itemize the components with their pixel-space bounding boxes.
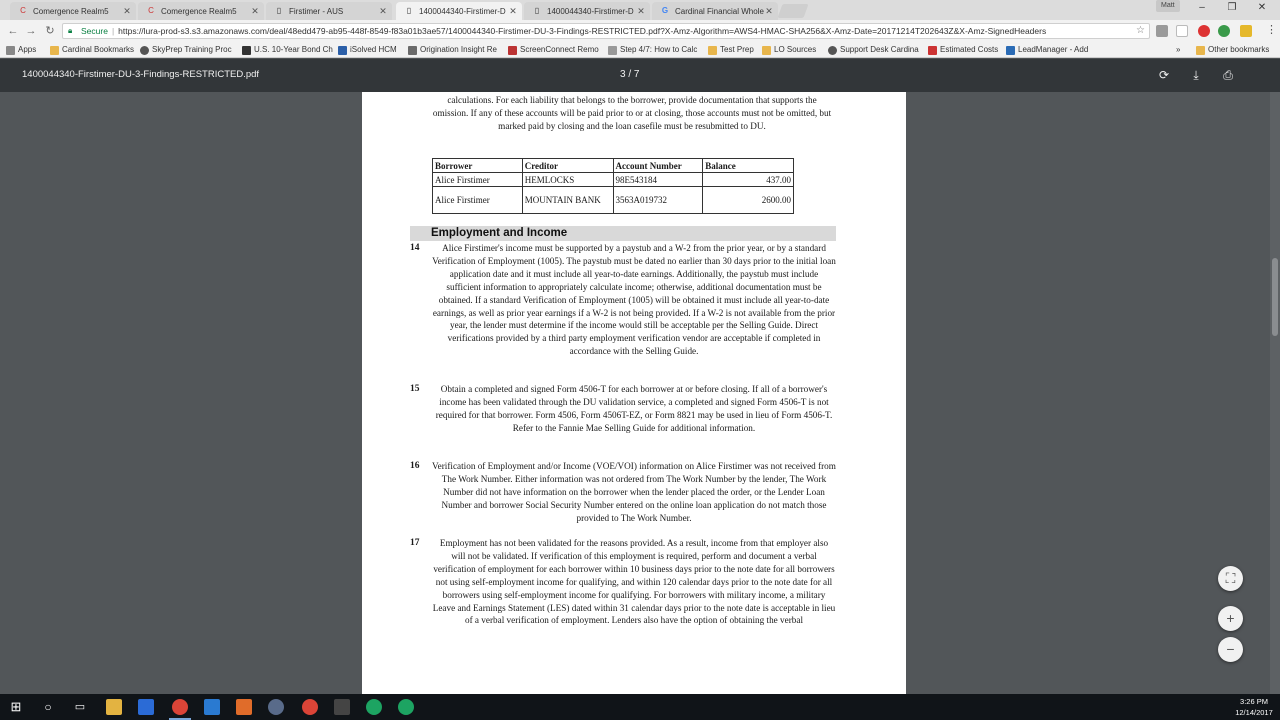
comergence-icon: C xyxy=(148,6,154,15)
lock-icon: 🔒︎ xyxy=(68,26,73,35)
bookmark-favicon-icon xyxy=(140,46,149,55)
bookmark-item[interactable]: U.S. 10-Year Bond Ch xyxy=(242,43,333,57)
bookmark-favicon-icon xyxy=(928,46,937,55)
restore-icon[interactable]: ❐ xyxy=(1227,2,1237,13)
finding-text: Alice Firstimer's income must be supported by a paystub and a W-2 from the prior year, or by a standard Verification of Employment (1005). The paystub must be dated no earlier than 30 days prior to the initial loan application date and it must include all year-to-date earnings. Additionally, the paystub must include sufficient information to appropriately calculate income; otherwise, additional documentation must be obtained. If a standard Verification of Employment (1005) will be obtained it must include all year-to-date earnings, as well as prior year earnings if a W-2 is not being provided. If a W-2 is not available from the prior year, the lender must determine if the income would still be acceptable per the Selling Guide. Direct verifications provided by a third party employment verification vendor are acceptable if completed in accordance with the Selling Guide. xyxy=(432,243,836,357)
rotate-icon[interactable]: ⟳ xyxy=(1158,68,1170,82)
bookmark-folder[interactable]: Test Prep xyxy=(708,43,754,57)
vertical-scrollbar[interactable] xyxy=(1270,92,1280,694)
tab-label: Cardinal Financial Whole xyxy=(675,6,764,16)
folder-icon xyxy=(1196,46,1205,55)
bookmark-item[interactable]: LeadManager - Add xyxy=(1006,43,1088,57)
minus-icon: − xyxy=(1226,641,1235,657)
table-cell: MOUNTAIN BANK xyxy=(522,187,613,214)
tab-label: Comergence Realm5 xyxy=(33,6,109,16)
address-bar[interactable]: 🔒︎ Secure | https://lura-prod-s3.s3.amazonaws.com/deal/48edd479-ab95-448f-8549-f83a01b3ae57/1400044340-Firstimer-DU-3-Findings-RESTRICTED.pdf?X-Amz-Algorithm=AWS4-HMAC-SHA256&X-Amz-Date=20171214T202643Z&X-Amz-SignedHeaders ☆ xyxy=(62,23,1150,39)
extension-icon[interactable] xyxy=(1218,25,1230,37)
bookmark-apps[interactable]: Apps xyxy=(6,43,36,57)
close-icon[interactable]: ✕ xyxy=(379,5,387,16)
item-number: 15 xyxy=(410,384,420,394)
column-header: Balance xyxy=(703,159,794,173)
secure-label: Secure xyxy=(81,26,108,36)
outlook-icon[interactable] xyxy=(204,699,220,715)
print-icon[interactable]: ⎙ xyxy=(1223,68,1233,82)
table-cell: 2600.00 xyxy=(703,187,794,214)
bookmark-favicon-icon xyxy=(242,46,251,55)
table-header-row xyxy=(433,159,794,173)
finding-text: Employment has not been validated for the reasons provided. As a result, income from that employer also will not be validated. If verification of this employment is required, perform and document a verbal verification of employment for each borrower within 10 business days prior to the note date for all borrowers not using self-employment income for qualifying, and within 120 calendar days prior to the note date for all borrowers using self-employment income for qualifying. For borrowers with military income, a military Leave and Earnings Statement (LES) dated within 31 calendar days prior to the note date is acceptable in lieu of a verbal verification of employment. Lenders also have the option of obtaining the verbal xyxy=(432,538,836,626)
hangouts-icon[interactable] xyxy=(366,699,382,715)
document-icon: ▯ xyxy=(276,6,282,15)
bookmark-favicon-icon xyxy=(828,46,837,55)
browser-tab[interactable] xyxy=(652,2,778,20)
tab-label: Comergence Realm5 xyxy=(161,6,237,16)
extension-icon[interactable] xyxy=(1176,25,1188,37)
fit-page-button[interactable] xyxy=(1218,566,1243,591)
app-icon[interactable] xyxy=(236,699,252,715)
app-icon[interactable] xyxy=(268,699,284,715)
clock-date: 12/14/2017 xyxy=(1235,708,1273,717)
zoom-in-button[interactable] xyxy=(1218,606,1243,631)
bookmark-item[interactable]: iSolved HCM xyxy=(338,43,397,57)
forward-icon[interactable]: → xyxy=(25,25,37,37)
browser-tab[interactable] xyxy=(524,2,650,20)
bookmark-item[interactable]: Support Desk Cardina xyxy=(828,43,919,57)
bookmark-favicon-icon xyxy=(338,46,347,55)
comergence-icon: C xyxy=(20,6,26,15)
other-bookmarks-folder[interactable]: Other bookmarks xyxy=(1196,43,1269,57)
browser-tab-strip xyxy=(0,0,1280,20)
bookmark-favicon-icon xyxy=(1006,46,1015,55)
section-title: Employment and Income xyxy=(431,227,568,239)
table-cell: 437.00 xyxy=(703,173,794,187)
browser-menu-icon[interactable]: ⋮ xyxy=(1266,24,1277,36)
item-number: 16 xyxy=(410,461,420,471)
liabilities-table xyxy=(432,158,794,214)
store-icon[interactable] xyxy=(138,699,154,715)
table-cell: Alice Firstimer xyxy=(433,187,523,214)
browser-tab[interactable] xyxy=(266,2,392,20)
new-tab-button[interactable] xyxy=(777,4,808,18)
file-explorer-icon[interactable] xyxy=(106,699,122,715)
url-text: https://lura-prod-s3.s3.amazonaws.com/deal/48edd479-ab95-448f-8549-f83a01b3ae57/1400044340-Firstimer-DU-3-Findings-RESTRICTED.pdf?X-Amz-Algorithm=AWS4-HMAC-SHA256&X-Amz-Date=20171214T202643Z&X-Amz-SignedHeaders xyxy=(118,26,1047,36)
finding-text: Obtain a completed and signed Form 4506-T for each borrower at or before closing. If all of a borrower's income has been validated through the DU validation service, a completed and signed Form 4506-T is not required for that borrower. Form 4506, Form 4506T-EZ, or Form 8821 may be used in lieu of Form 4506-T. Refer to the Fannie Mae Selling Guide for additional information. xyxy=(435,384,833,433)
close-icon[interactable]: ✕ xyxy=(123,5,131,16)
browser-tab[interactable] xyxy=(10,2,136,20)
tab-label: Firstimer - AUS xyxy=(289,6,344,16)
bookmark-item[interactable]: Step 4/7: How to Calc xyxy=(608,43,697,57)
table-cell: Alice Firstimer xyxy=(433,173,523,187)
table-cell: 3563A019732 xyxy=(613,187,703,214)
document-icon: ▯ xyxy=(406,6,412,15)
pdf-viewer[interactable] xyxy=(0,92,1280,694)
folder-icon xyxy=(708,46,717,55)
zoom-out-button[interactable] xyxy=(1218,637,1243,662)
task-view-icon[interactable]: ▭ xyxy=(74,701,86,713)
clock-time: 3:26 PM xyxy=(1240,697,1268,706)
plus-icon: + xyxy=(1226,610,1235,626)
windows-taskbar xyxy=(0,694,1280,720)
pdf-filename: 1400044340-Firstimer-DU-3-Findings-RESTRICTED.pdf xyxy=(22,69,260,80)
item-number: 14 xyxy=(410,243,420,253)
bookmark-item[interactable]: Origination Insight Re xyxy=(408,43,497,57)
folder-icon xyxy=(762,46,771,55)
close-icon[interactable]: ✕ xyxy=(509,5,517,16)
chrome-icon[interactable] xyxy=(302,699,318,715)
fit-to-page-icon: ⛶ xyxy=(1225,570,1236,586)
bookmark-item[interactable]: ScreenConnect Remo xyxy=(508,43,599,57)
column-header: Borrower xyxy=(433,159,523,173)
bookmark-folder[interactable]: Cardinal Bookmarks xyxy=(50,43,134,57)
close-icon[interactable]: ✕ xyxy=(765,5,773,16)
tab-label: 1400044340-Firstimer-D xyxy=(547,6,634,16)
system-clock[interactable] xyxy=(1232,696,1276,718)
extension-icon[interactable] xyxy=(1156,25,1168,37)
bookmarks-overflow-button[interactable]: » xyxy=(1176,45,1181,54)
pdf-page xyxy=(362,92,906,694)
bookmark-favicon-icon xyxy=(408,46,417,55)
search-icon[interactable]: ○ xyxy=(44,700,52,714)
hangouts-icon[interactable] xyxy=(398,699,414,715)
document-icon: ▯ xyxy=(534,6,540,15)
close-icon[interactable]: ✕ xyxy=(251,5,259,16)
abp-extension-icon[interactable] xyxy=(1198,25,1210,37)
close-icon[interactable]: ✕ xyxy=(637,5,645,16)
bookmark-item[interactable]: Estimated Costs xyxy=(928,43,998,57)
browser-toolbar xyxy=(0,20,1280,42)
bookmark-favicon-icon xyxy=(608,46,617,55)
intro-paragraph: calculations. For each liability that belongs to the borrower, provide documentation that supports the omission. If any of these accounts will be paid prior to or at closing, those accounts must not be omitted, but marked paid by closing and the loan casefile must be resubmitted to DU. xyxy=(432,95,832,131)
bookmark-star-icon[interactable]: ☆ xyxy=(1136,25,1145,36)
bookmark-folder[interactable]: LO Sources xyxy=(762,43,816,57)
bookmark-favicon-icon xyxy=(508,46,517,55)
back-icon[interactable]: ← xyxy=(7,25,19,37)
tab-label: 1400044340-Firstimer-D xyxy=(419,6,506,16)
folder-icon xyxy=(50,46,59,55)
column-header: Account Number xyxy=(613,159,703,173)
download-icon[interactable]: ⤓ xyxy=(1193,68,1199,82)
windows-start-icon[interactable]: ⊞ xyxy=(10,699,22,714)
table-cell: 98E543184 xyxy=(613,173,703,187)
table-row xyxy=(433,187,794,214)
apps-grid-icon xyxy=(6,46,15,55)
calculator-icon[interactable] xyxy=(334,699,350,715)
scrollbar-thumb[interactable] xyxy=(1272,258,1278,336)
column-header: Creditor xyxy=(522,159,613,173)
table-cell: HEMLOCKS xyxy=(522,173,613,187)
minimize-icon[interactable]: – xyxy=(1199,2,1205,13)
browser-tab-active[interactable] xyxy=(396,2,522,20)
bookmark-item[interactable]: SkyPrep Training Proc xyxy=(140,43,232,57)
google-icon: G xyxy=(661,6,669,15)
extension-icon[interactable] xyxy=(1240,25,1252,37)
reload-icon[interactable]: ↻ xyxy=(45,25,55,37)
browser-tab[interactable] xyxy=(138,2,264,20)
pdf-toolbar xyxy=(0,59,1280,92)
table-row xyxy=(433,173,794,187)
item-number: 17 xyxy=(410,538,420,548)
chrome-icon[interactable] xyxy=(172,699,188,715)
window-close-icon[interactable]: ✕ xyxy=(1257,2,1267,13)
finding-text: Verification of Employment and/or Income (VOE/VOI) information on Alice Firstimer was not received from The Work Number. Either information was not ordered from The Work Number by the lender, The Work Number did not have information on the borrower when the lender placed the order, or the Lender Loan Number and borrower Social Security Number entered on the online loan application do not match those provided to The Work Number. xyxy=(432,461,836,523)
page-indicator[interactable]: 3 / 7 xyxy=(620,69,640,80)
bookmarks-bar xyxy=(0,42,1280,58)
profile-button[interactable]: Matt xyxy=(1156,0,1180,12)
